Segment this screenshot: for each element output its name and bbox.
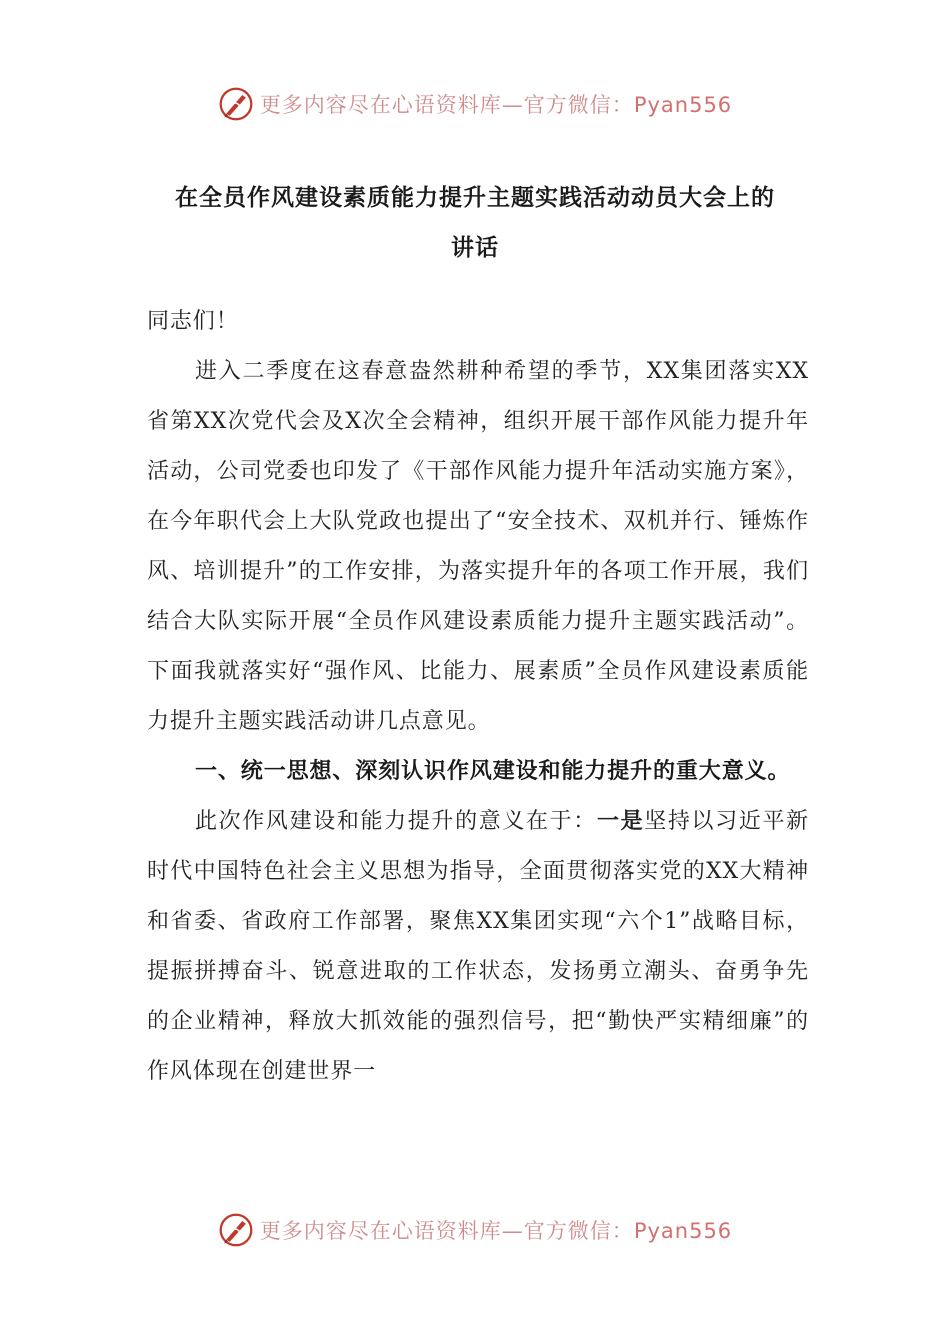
watermark-text: 更多内容尽在心语资料库—官方微信：Pyan556	[259, 93, 733, 117]
paragraph-2-rest: 坚持以习近平新时代中国特色社会主义思想为指导，全面贯彻落实党的XX大精神和省委、省政府工作部署，聚焦XX集团实现“六个1”战略目标，提振拼搏奋斗、锐意进取的工作状态，发扬勇立潮头、奋勇争先的企业精神，释放大抓效能的强烈信号，把“勤快严实精细廉”的作风体现在创建世界一	[147, 809, 809, 1084]
paragraph-1: 进入二季度在这春意盎然耕种希望的季节，XX集团落实XX省第XX次党代会及X次全会精神，组织开展干部作风能力提升年活动，公司党委也印发了《干部作风能力提升年活动实施方案》，在今年职代会上大队党政也提出了“安全技术、双机并行、锤炼作风、培训提升”的工作安排，为落实提升年的各项工作开展，我们结合大队实际开展“全员作风建设素质能力提升主题实践活动”。下面我就落实好“强作风、比能力、展素质”全员作风建设素质能力提升主题实践活动讲几点意见。	[147, 359, 809, 734]
pen-logo-icon	[218, 1212, 254, 1248]
document-title-line-2: 讲话	[451, 235, 499, 261]
paragraph-2-lead: 此次作风建设和能力提升的意义在于：	[195, 809, 597, 834]
section-heading-1: 一、统一思想、深刻认识作风建设和能力提升的重大意义。	[195, 759, 791, 784]
document-body	[147, 297, 809, 1097]
watermark-banner-top	[0, 84, 950, 124]
watermark-account: Pyan556	[633, 1219, 733, 1243]
pen-logo-icon	[218, 86, 254, 122]
watermark-text: 更多内容尽在心语资料库—官方微信：Pyan556	[259, 1219, 733, 1243]
salutation: 同志们！	[147, 309, 239, 334]
paragraph-2-bold-marker: 一是	[596, 809, 645, 834]
watermark-banner-bottom	[0, 1210, 950, 1250]
document-title-line-1: 在全员作风建设素质能力提升主题实践活动动员大会上的	[175, 185, 775, 211]
paragraph-2	[147, 797, 809, 1097]
watermark-account: Pyan556	[633, 93, 733, 117]
